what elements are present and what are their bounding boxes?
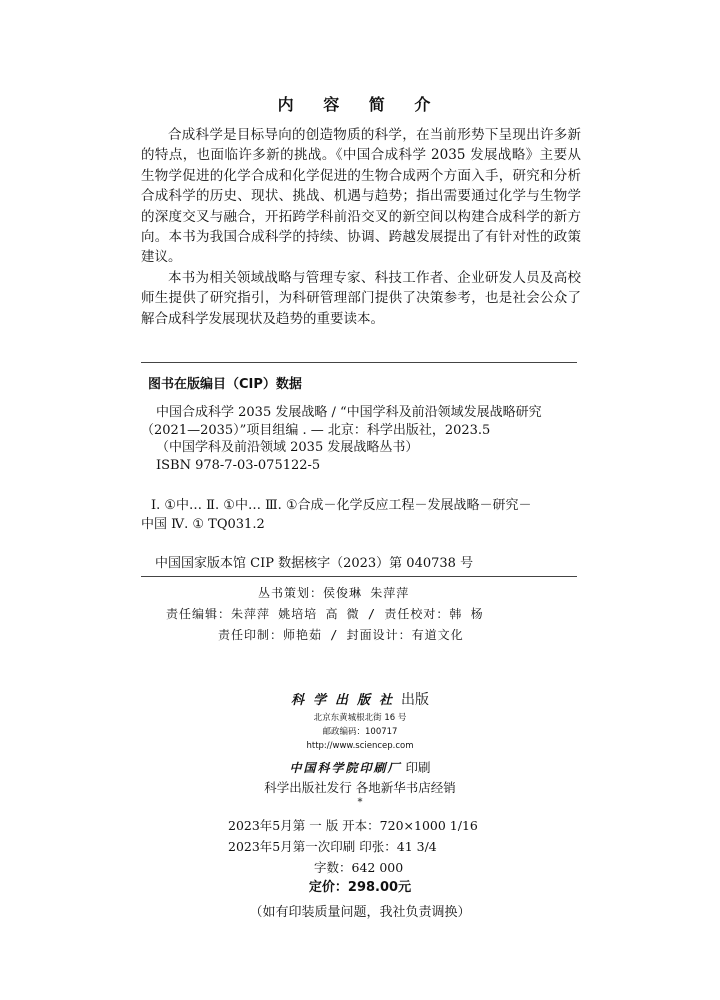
publisher-postcode: 邮政编码：100717 [322,727,398,737]
cip-record [141,404,579,474]
summary-body [141,125,581,329]
cip-class-line: Ⅰ. ①中… Ⅱ. ①中… Ⅲ. ①合成－化学反应工程－发展战略－研究－ [151,498,532,513]
cip-check-number: 中国国家版本馆 CIP 数据核字（2023）第 040738 号 [155,556,474,571]
summary-heading: 内 容 简 介 [277,95,443,114]
printer-logotype: 中国科学院印刷厂 [289,761,402,775]
cip-record-line: （中国学科及前沿领域 2035 发展战略丛书） [156,440,419,456]
publisher-suffix: 出版 [401,692,429,708]
series-planning: 丛书策划：侯俊琳 朱萍萍 [258,586,410,600]
publisher-block [0,690,720,809]
cip-record-line: ISBN 978-7-03-075122-5 [156,457,321,473]
printer-name [0,757,720,779]
divider [141,362,577,363]
printing-and-design: 责任印制：师艳茹 / 封面设计：有道文化 [218,628,464,642]
divider [141,576,577,577]
quality-notice: （如有印装质量问题，我社负责调换） [249,905,471,920]
publisher-address: 北京东黄城根北街 16 号 [313,713,407,723]
separator-star: * [357,797,363,808]
distribution: 科学出版社发行 各地新华书店经销 [264,780,456,795]
responsible-editors: 责任编辑：朱萍萍 姚培培 高 微 / 责任校对：韩 杨 [166,607,484,621]
printing-line: 2023年5月第一次印刷 印张：41 3/4 [228,839,437,854]
summary-paragraph: 本书为相关领域战略与管理专家、科技工作者、企业研发人员及高校师生提供了研究指引，为科研管理部门提供了决策参考，也是社会公众了解合成科学发展现状及趋势的重要读本。 [141,269,581,327]
cip-heading: 图书在版编目（CIP）数据 [148,377,302,392]
publisher-website: http://www.sciencep.com [306,741,414,751]
summary-paragraph: 合成科学是目标导向的创造物质的科学，在当前形势下呈现出许多新的特点，也面临许多新的挑战。《中国合成科学 2035 发展战略》主要从生物学促进的化学合成和化学促进的生物合成两个方面入手，研究和分析合成科学的历史、现状、挑战、机遇与趋势；指出需要通过化学与生物学的深度交叉与融合，开拓跨学科前沿交叉的新空间以构建合成科学的新方向。本书为我国合成科学的持续、协调、跨越发展提出了有针对性的政策建议。 [141,127,581,266]
edition-line: 2023年5月第 一 版 开本：720×1000 1/16 [228,818,478,833]
word-count: 字数：642 000 [314,860,404,875]
cip-record-line: （2021—2035）”项目组编 . — 北京：科学出版社，2023.5 [141,422,491,438]
cip-classification [141,497,579,534]
price: 定价：298.00元 [308,880,412,895]
cip-class-line: 中国 Ⅳ. ① TQ031.2 [141,516,265,532]
credits [0,583,720,646]
edition-info [0,815,720,878]
printer-suffix: 印刷 [405,760,431,775]
publisher-name [0,690,720,711]
publisher-logotype: 科学出版社 [290,693,401,708]
cip-record-line: 中国合成科学 2035 发展战略 / “中国学科及前沿领域发展战略研究 [156,405,542,420]
